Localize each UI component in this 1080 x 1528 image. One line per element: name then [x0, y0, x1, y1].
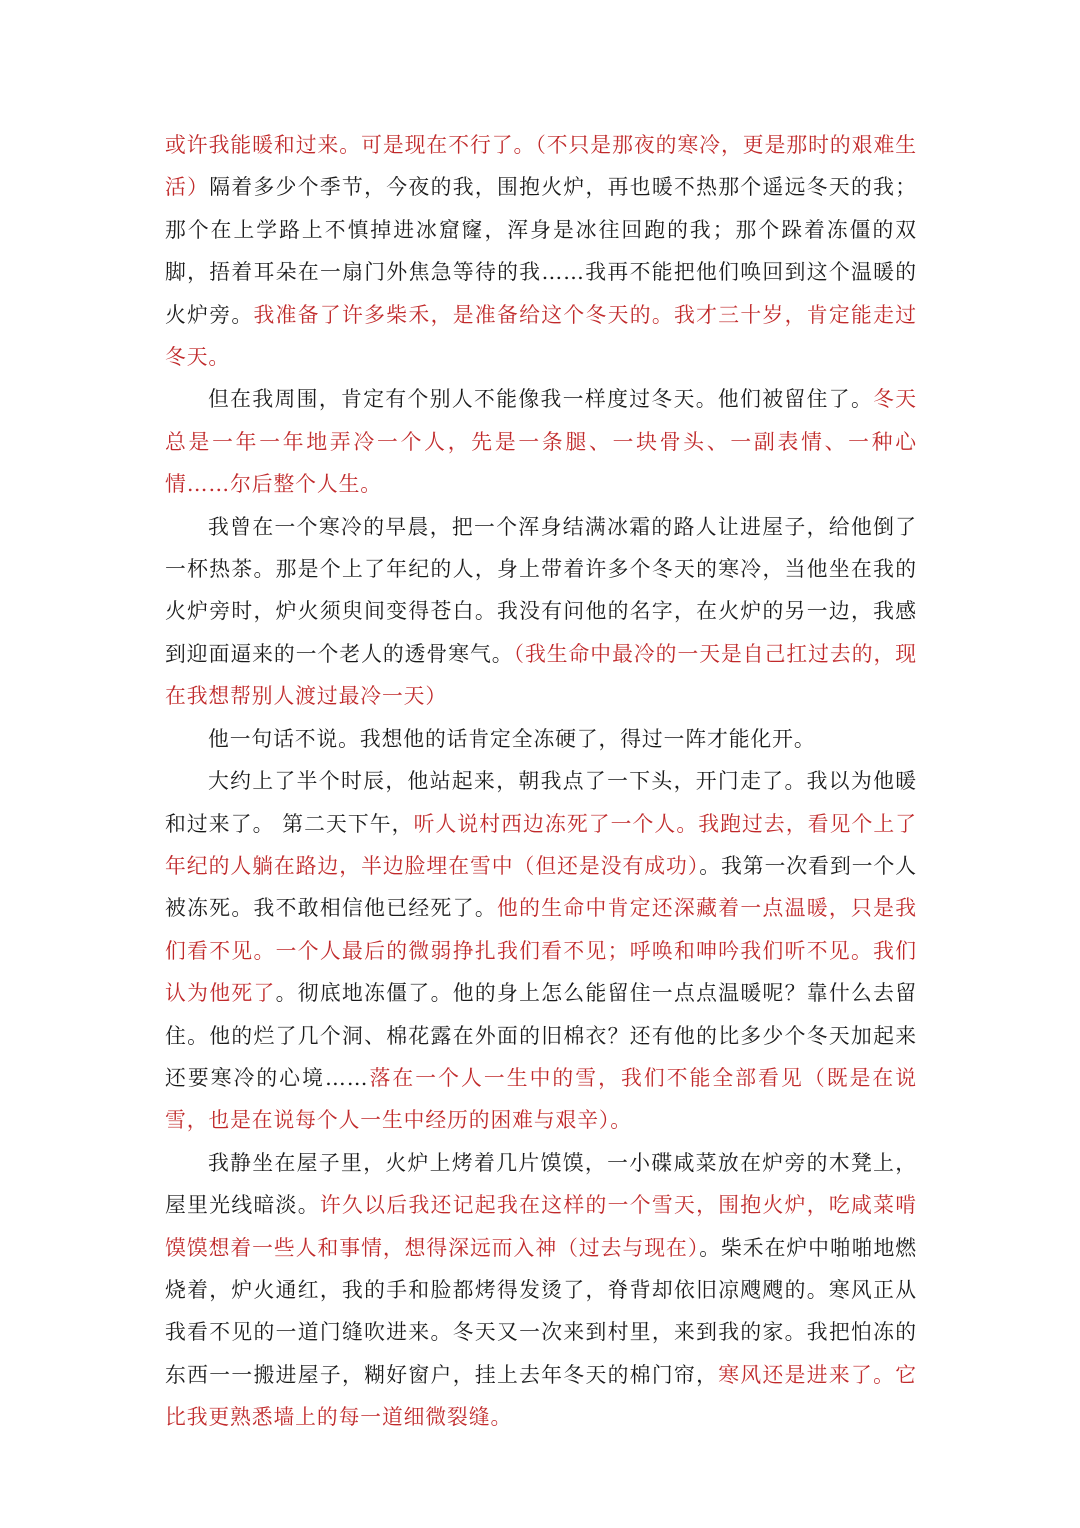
body-text: 。我第一次看到一个人被冻死。我不敢相信他已经死了。 — [165, 853, 917, 921]
paragraph-3 — [165, 506, 917, 718]
annotation-text: （我生命中最冷的一天是自己扛过去的，现在我想帮别人渡过最冷一天） — [165, 641, 917, 709]
annotation-text: 或许我能暖和过来。可是现在不行了。（不只是那夜的寒冷，更是那时的艰难生活） — [165, 133, 917, 200]
paragraph-1 — [165, 124, 917, 378]
body-text: 。柴禾在炉中啪啪地燃烧着，炉火通红，我的手和脸都烤得发烫了，脊背却依旧凉飕飕的。寒风正从我看不见的一道门缝吹进来。冬天又一次来到村里，来到我的家。我把怕冻的东西一一搬进屋子，糊好窗户，挂上去年冬天的棉门帘， — [165, 1235, 917, 1387]
annotation-text: 寒风还是进来了。它比我更熟悉墙上的每一道细微裂缝。 — [165, 1362, 918, 1430]
paragraph-6 — [165, 1142, 917, 1439]
annotation-text: 听人说村西边冻死了一个人。我跑过去，看见个上了年纪的人躺在路边，半边脸埋在雪中（但还是没有成功） — [165, 811, 917, 878]
body-text: 隔着多少个季节，今夜的我，围抱火炉，再也暖不热那个遥远冬天的我；那个在上学路上不慎掉进冰窟窿，浑身是冰往回跑的我；那个跺着冻僵的双脚，捂着耳朵在一扇门外焦急等待的我……我再不能把他们唤回到这个温暖的火炉旁。 — [165, 175, 917, 327]
paragraph-2 — [165, 378, 917, 505]
annotation-text: 他的生命中肯定还深藏着一点温暖，只是我们看不见。一个人最后的微弱挣扎我们看不见；呼唤和呻吟我们听不见。我们认为他死了 — [165, 896, 917, 1006]
annotation-text: 冬天总是一年一年地弄冷一个人，先是一条腿、一块骨头、一副表情、一种心情……尔后整个人生。 — [165, 387, 917, 497]
body-text: 我曾在一个寒冷的早晨，把一个浑身结满冰霜的路人让进屋子，给他倒了一杯热茶。那是个上了年纪的人，身上带着许多个冬天的寒冷，当他坐在我的火炉旁时，炉火须臾间变得苍白。我没有问他的名字，在火炉的另一边，我感到迎面逼来的一个老人的透骨寒气。 — [165, 514, 917, 666]
annotation-text: 我准备了许多柴禾，是准备给这个冬天的。我才三十岁，肯定能走过冬天。 — [165, 302, 917, 370]
body-text: 但在我周围，肯定有个别人不能像我一样度过冬天。他们被留住了。 — [208, 387, 874, 412]
body-text: 大约上了半个时辰，他站起来，朝我点了一下头，开门走了。我以为他暖和过来了。 第二天下午， — [165, 769, 917, 836]
body-text: 我静坐在屋子里，火炉上烤着几片馍馍，一小碟咸菜放在炉旁的木凳上，屋里光线暗淡。 — [165, 1150, 917, 1218]
annotation-text: 许久以后我还记起我在这样的一个雪天，围抱火炉，吃咸菜啃馍馍想着一些人和事情，想得深远而入神（过去与现在） — [165, 1193, 917, 1260]
annotation-text: 落在一个人一生中的雪，我们不能全部看见（既是在说雪，也是在说每个人一生中经历的困难与艰辛）。 — [165, 1065, 917, 1133]
paragraph-4 — [165, 718, 917, 760]
body-text: 。彻底地冻僵了。他的身上怎么能留住一点点温暖呢？靠什么去留住。他的烂了几个洞、棉花露在外面的旧棉衣？还有他的比多少个冬天加起来还要寒冷的心境…… — [165, 981, 917, 1090]
body-text: 他一句话不说。我想他的话肯定全冻硬了，得过一阵才能化开。 — [208, 726, 816, 751]
document-page — [165, 124, 917, 1439]
paragraph-5 — [165, 760, 917, 1142]
